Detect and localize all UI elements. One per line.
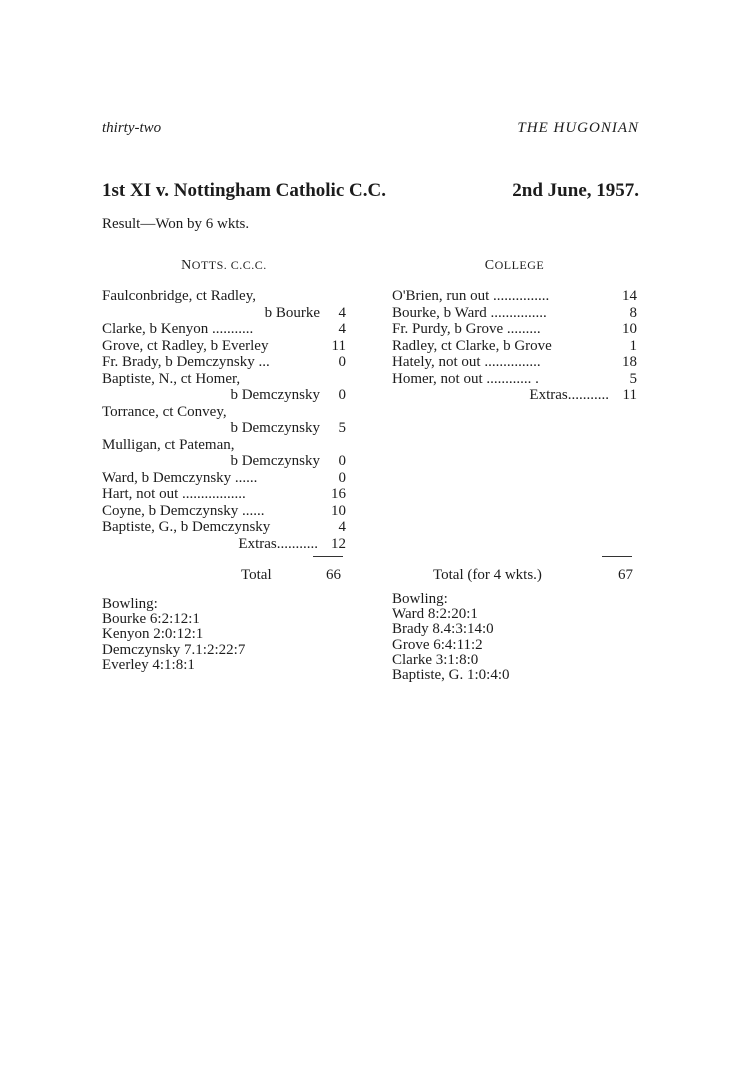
college-heading-rest: OLLEGE [494,258,545,272]
batsman-entry: Extras........... [529,387,609,403]
batsman-entry: Grove, ct Radley, b Everley [102,337,269,354]
batting-row [102,338,346,355]
batting-row [102,404,346,421]
batsman-entry: Baptiste, N., ct Homer, [102,370,241,387]
notts-batting-list [102,288,346,552]
runs-scored: 0 [338,387,346,403]
college-total-label: Total (for 4 wkts.) [433,567,542,583]
notts-innings [102,258,346,552]
runs-scored: 10 [331,502,346,519]
batting-row [102,288,346,305]
batting-row [392,305,637,322]
batting-row [392,371,637,388]
batting-row [102,470,346,487]
runs-scored: 18 [622,354,637,370]
batting-row [102,536,346,553]
batsman-entry: Ward, b Demczynsky ...... [102,469,258,486]
runs-scored: 5 [629,370,637,387]
batsman-entry: Bourke, b Ward ............... [392,304,547,321]
batting-row [102,420,346,437]
runs-scored: 12 [331,535,346,552]
batsman-entry: Homer, not out ............ . [392,370,539,387]
runs-scored: 0 [338,453,346,469]
runs-scored: 14 [622,288,637,304]
notts-total-value: 66 [326,567,341,583]
batting-row [392,321,637,338]
match-heading [102,180,639,204]
runs-scored: 0 [338,354,346,370]
notts-bowling-label: Bowling: [102,596,158,612]
batting-row [392,387,637,404]
bowling-figure: Demczynsky 7.1:2:22:7 [102,641,246,658]
runs-scored: 11 [331,337,346,354]
notts-heading-lead: N [181,258,192,273]
bowling-figure: Grove 6:4:11:2 [392,636,483,653]
notts-total-label: Total [241,567,272,583]
batting-row [392,354,637,371]
notts-bowling [102,597,245,673]
batting-row [102,305,346,322]
notts-total-rule [313,556,343,557]
bowling-figure: Kenyon 2:0:12:1 [102,626,204,643]
batting-row [102,486,346,503]
batting-row [102,371,346,388]
batsman-entry: Radley, ct Clarke, b Grove [392,337,552,354]
batsman-entry: Hart, not out ................. [102,486,246,502]
batsman-entry: Extras........... [238,535,318,552]
batting-row [392,288,637,305]
bowling-figure: Ward 8:2:20:1 [392,606,478,623]
match-title: 1st XI v. Nottingham Catholic C.C. [102,180,386,201]
batsman-entry: Baptiste, G., b Demczynsky [102,519,271,535]
notts-heading [102,258,346,276]
batting-row [102,437,346,454]
page-number: thirty-two [102,120,162,136]
bowling-figure: Clarke 3:1:8:0 [392,651,479,668]
publication-title: THE HUGONIAN [517,120,639,136]
college-bowling-label: Bowling: [392,591,448,607]
bowling-figure: Baptiste, G. 1:0:4:0 [392,667,510,684]
batting-row [102,453,346,470]
runs-scored: 11 [622,387,637,403]
batsman-entry: Clarke, b Kenyon ........... [102,321,254,337]
college-heading-lead: C [484,258,495,273]
notts-bowling-list [102,612,245,673]
college-heading [392,258,637,276]
college-batting-list [392,288,637,404]
batting-row [102,321,346,338]
batting-row [102,387,346,404]
batsman-entry: Fr. Purdy, b Grove ......... [392,321,541,337]
college-total-value: 67 [618,567,633,583]
match-result: Result—Won by 6 wkts. [102,216,250,232]
college-total-rule [602,556,632,557]
runs-scored: 4 [338,321,346,337]
batsman-entry: Coyne, b Demczynsky ...... [102,502,265,519]
runs-scored: 4 [338,304,346,321]
runs-scored: 5 [338,420,346,436]
batsman-entry: b Bourke [264,304,320,321]
batsman-entry: Fr. Brady, b Demczynsky ... [102,354,270,370]
batsman-entry: b Demczynsky [230,420,320,436]
batsman-entry: O'Brien, run out ............... [392,288,550,304]
batsman-entry: Torrance, ct Convey, [102,403,227,420]
runs-scored: 16 [331,486,346,502]
batsman-entry: Faulconbridge, ct Radley, [102,288,256,304]
bowling-figure: Bourke 6:2:12:1 [102,611,200,628]
batting-row [102,354,346,371]
college-innings [392,258,637,404]
batsman-entry: b Demczynsky [230,453,320,469]
batting-row [102,519,346,536]
batting-row [102,503,346,520]
runs-scored: 10 [622,321,637,337]
batsman-entry: Hately, not out ............... [392,354,541,370]
runs-scored: 1 [629,337,637,354]
running-head [102,120,639,140]
runs-scored: 4 [338,519,346,535]
batsman-entry: b Demczynsky [230,387,320,403]
college-bowling [392,592,510,683]
batting-row [392,338,637,355]
bowling-figure: Brady 8.4:3:14:0 [392,621,494,638]
runs-scored: 0 [338,469,346,486]
match-date: 2nd June, 1957. [512,180,639,201]
notts-heading-rest: OTTS. C.C.C. [191,258,267,272]
runs-scored: 8 [629,304,637,321]
bowling-figure: Everley 4:1:8:1 [102,656,195,673]
batsman-entry: Mulligan, ct Pateman, [102,436,235,453]
college-bowling-list [392,607,510,683]
